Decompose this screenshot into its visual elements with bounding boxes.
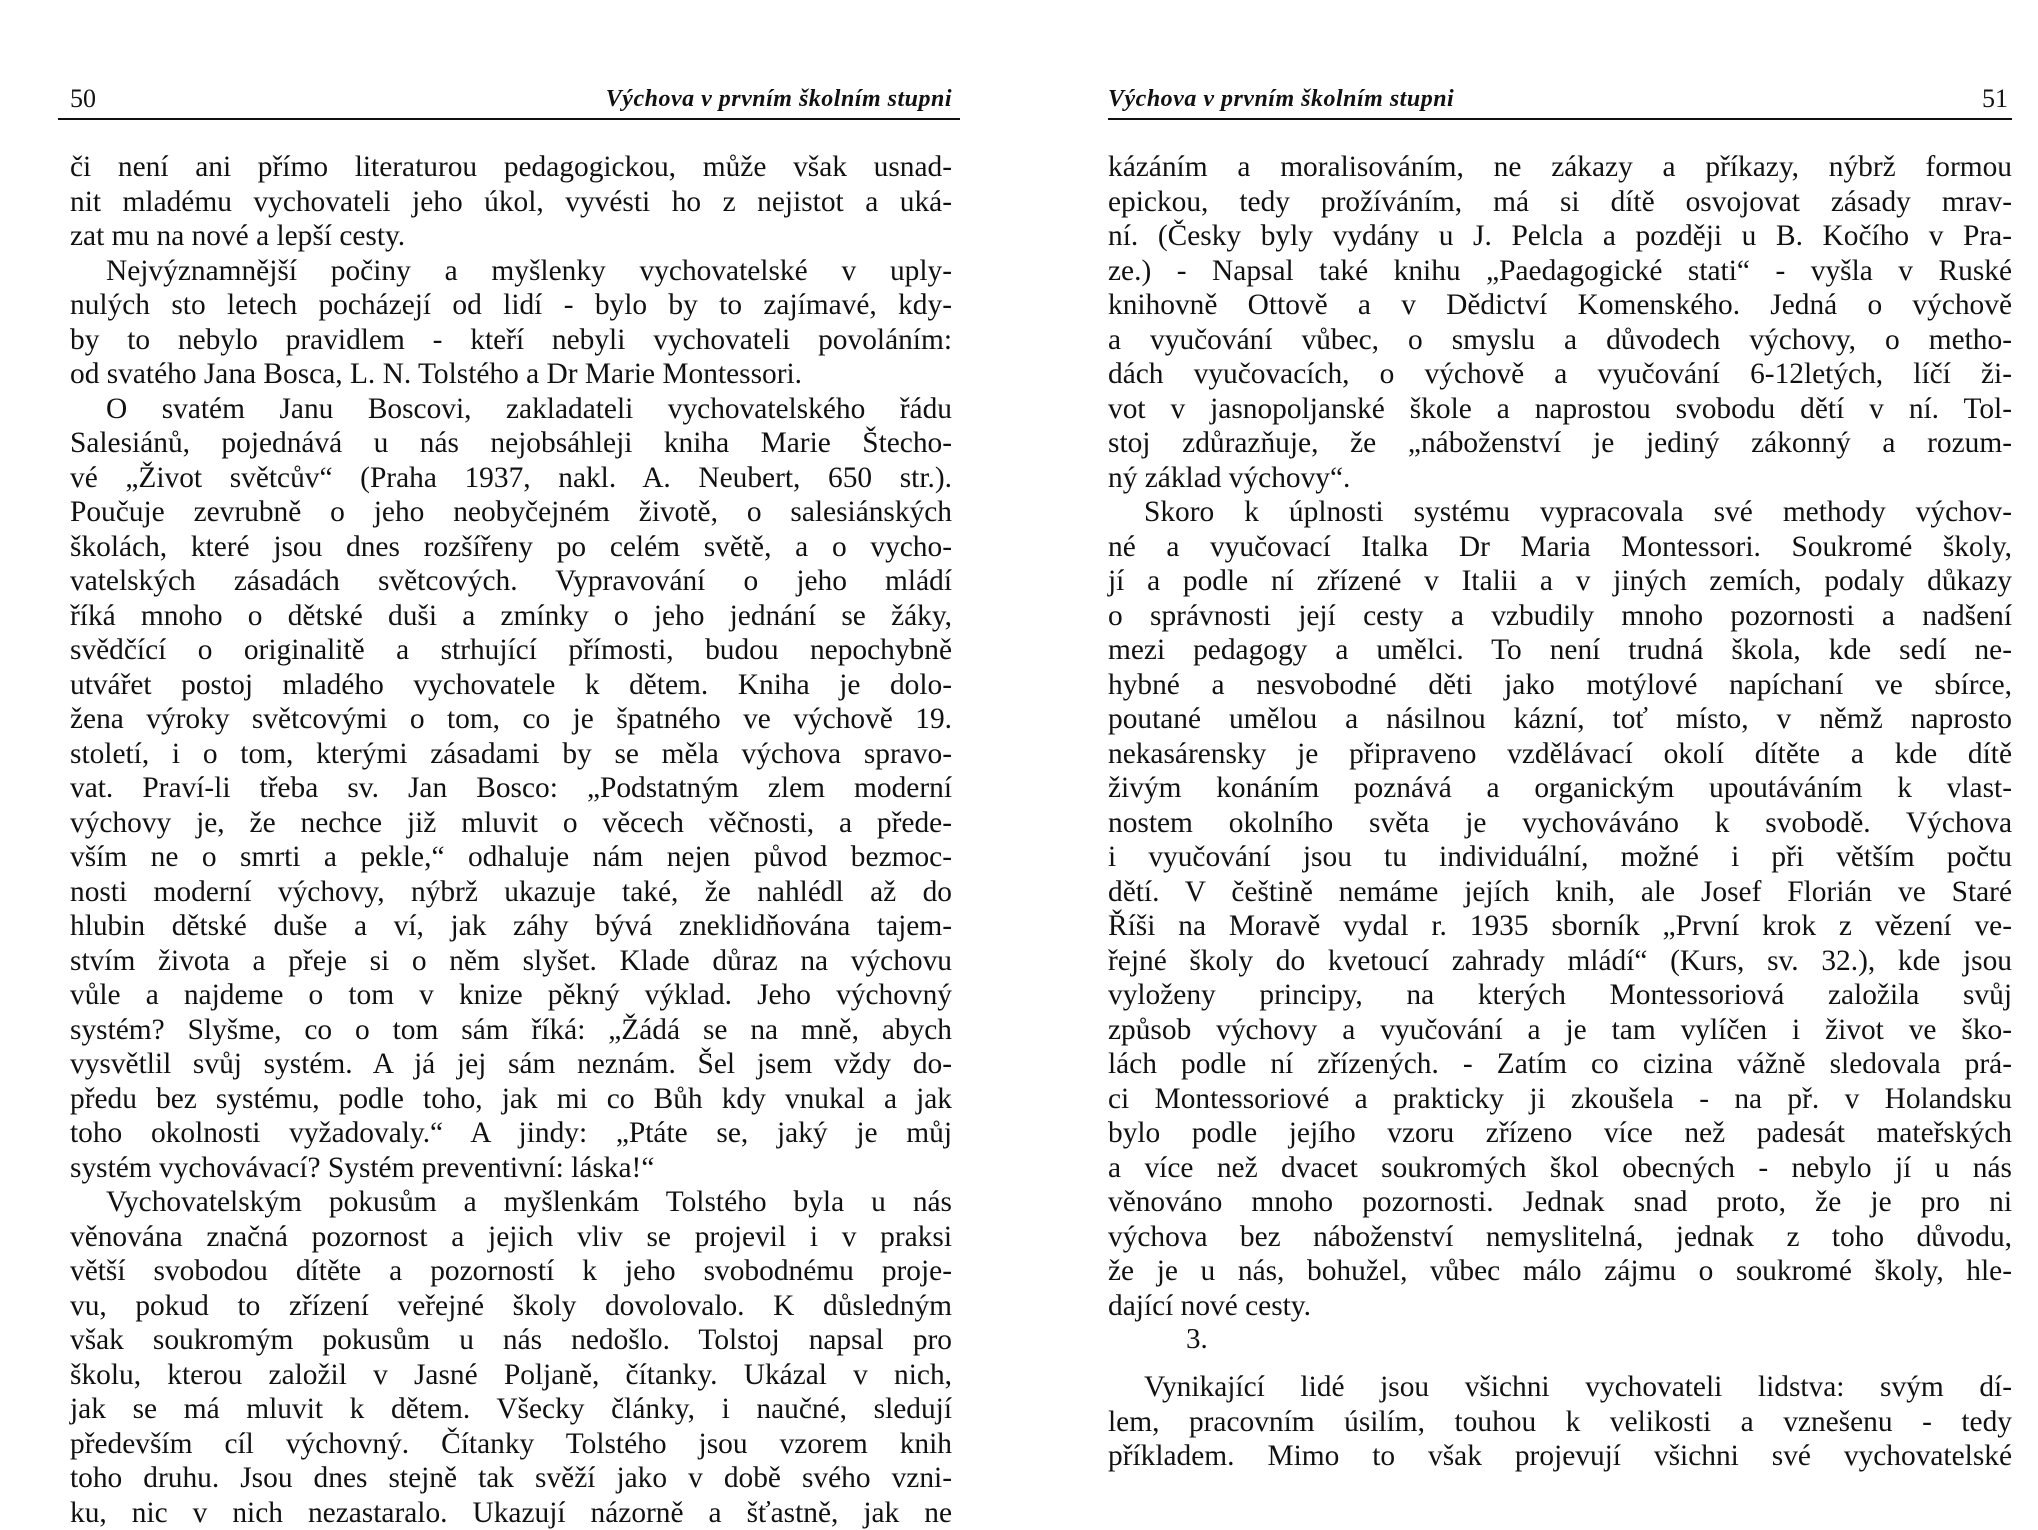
text-line: vot v jasnopoljanské škole a naprostou svobodu dětí v ní. Tol- [1108, 392, 2012, 427]
text-line: o správnosti její cesty a vzbudily mnoho pozornosti a nadšení [1108, 599, 2012, 634]
text-line: dách vyučovacích, o výchově a vyučování 6-12letých, líčí ži- [1108, 357, 2012, 392]
text-line: vu, pokud to zřízení veřejné školy dovolovalo. K důsledným [70, 1289, 952, 1324]
text-line: století, i o tom, kterými zásadami by se měla výchova spravo- [70, 737, 952, 772]
text-line: nostem okolního světa je vychováváno k svobodě. Výchova [1108, 806, 2012, 841]
text-line: knihovně Ottově a v Dědictví Komenského. Jedná o výchově [1108, 288, 2012, 323]
text-line: systém vychovávací? Systém preventivní: láska!“ [70, 1151, 952, 1186]
text-line: epickou, tedy prožíváním, má si dítě osvojovat zásady mrav- [1108, 185, 2012, 220]
text-line: vysvětlil svůj systém. A já jej sám neznám. Šel jsem vždy do- [70, 1047, 952, 1082]
text-line: i vyučování jsou tu individuální, možné i při větším počtu [1108, 840, 2012, 875]
text-line: lách podle ní zřízených. - Zatím co cizina vážně sledovala prá- [1108, 1047, 2012, 1082]
text-line: Říši na Moravě vydal r. 1935 sborník „První krok z vězení ve- [1108, 909, 2012, 944]
text-line: dající nové cesty. [1108, 1289, 2012, 1324]
text-line: bylo podle jejího vzoru zřízeno více než padesát mateřských [1108, 1116, 2012, 1151]
text-line: a více než dvacet soukromých škol obecných - nebylo jí u nás [1108, 1151, 2012, 1186]
text-line: řejné školy do kvetoucí zahrady mládí“ (Kurs, sv. 32.), kde jsou [1108, 944, 2012, 979]
right-running-title: Výchova v prvním školním stupni [1108, 84, 1454, 114]
text-line: předu bez systému, podle toho, jak mi co Bůh kdy vnukal a jak [70, 1082, 952, 1117]
text-line: O svatém Janu Boscovi, zakladateli vychovatelského řádu [70, 392, 952, 427]
text-line: mezi pedagogy a umělci. To není trudná škola, kde sedí ne- [1108, 633, 2012, 668]
text-line: vat. Praví-li třeba sv. Jan Bosco: „Podstatným zlem moderní [70, 771, 952, 806]
text-line: jí a podle ní zřízené v Italii a v jiných zemích, podaly důkazy [1108, 564, 2012, 599]
text-line: zat mu na nové a lepší cesty. [70, 219, 952, 254]
right-running-head [1108, 84, 2012, 120]
text-line: Skoro k úplnosti systému vypracovala své methody výchov- [1108, 495, 2012, 530]
left-page [58, 0, 960, 1500]
text-line: lem, pracovním úsilím, touhou k velikosti a vznešenu - tedy [1108, 1405, 2012, 1440]
text-line: nulých sto letech pocházejí od lidí - bylo by to zajímavé, kdy- [70, 288, 952, 323]
text-line: vé „Život světcův“ (Praha 1937, nakl. A. Neubert, 650 str.). [70, 461, 952, 496]
text-line: větší svobodou dítěte a pozorností k jeho svobodnému proje- [70, 1254, 952, 1289]
text-line: školách, které jsou dnes rozšířeny po celém světě, a o vycho- [70, 530, 952, 565]
text-line: nit mladému vychovateli jeho úkol, vyvésti ho z nejistot a uká- [70, 185, 952, 220]
text-line: výchova bez náboženství nemyslitelná, jednak z toho důvodu, [1108, 1220, 2012, 1255]
left-body-text [70, 150, 952, 1530]
text-line: poutané umělou a násilnou kázní, toť místo, v němž naprosto [1108, 702, 2012, 737]
left-running-head [58, 84, 960, 120]
text-line: vatelských zásadách světcových. Vypravování o jeho mládí [70, 564, 952, 599]
section-number: 3. [1186, 1322, 1208, 1356]
text-line: Vynikající lidé jsou všichni vychovateli lidstva: svým dí- [1108, 1370, 2012, 1405]
text-line: jak se má mluvit k dětem. Všecky články, i naučné, sledují [70, 1392, 952, 1427]
text-line: školu, kterou založil v Jasné Poljaně, čítanky. Ukázal v nich, [70, 1358, 952, 1393]
text-line: systém? Slyšme, co o tom sám říká: „Žádá se na mně, abych [70, 1013, 952, 1048]
left-running-title: Výchova v prvním školním stupni [606, 84, 952, 114]
text-line: říká mnoho o dětské duši a zmínky o jeho jednání se žáky, [70, 599, 952, 634]
text-line: živým konáním poznává a organickým upoutáváním k vlast- [1108, 771, 2012, 806]
text-line: vším ne o smrti a pekle,“ odhaluje nám nejen původ bezmoc- [70, 840, 952, 875]
text-line: výchovy je, že nechce již mluvit o věcech věčnosti, a přede- [70, 806, 952, 841]
text-line: ze.) - Napsal také knihu „Paedagogické stati“ - vyšla v Ruské [1108, 254, 2012, 289]
text-line: ný základ výchovy“. [1108, 461, 2012, 496]
text-line: či není ani přímo literaturou pedagogickou, může však usnad- [70, 150, 952, 185]
text-line: ku, nic v nich nezastaralo. Ukazují názorně a šťastně, jak ne [70, 1496, 952, 1530]
text-line: né a vyučovací Italka Dr Maria Montessori. Soukromé školy, [1108, 530, 2012, 565]
text-line: nekasárensky je připraveno vzdělávací okolí dítěte a kde dítě [1108, 737, 2012, 772]
text-line: Nejvýznamnější počiny a myšlenky vychovatelské v uply- [70, 254, 952, 289]
text-line: nosti moderní výchovy, nýbrž ukazuje také, že nahlédl až do [70, 875, 952, 910]
right-body-text [1108, 150, 2012, 1323]
text-line: stoj zdůrazňuje, že „náboženství je jediný zákonný a rozum- [1108, 426, 2012, 461]
right-page-number: 51 [1982, 84, 2008, 114]
right-page [1108, 0, 2012, 1500]
text-line: toho druhu. Jsou dnes stejně tak svěží jako v době svého vzni- [70, 1461, 952, 1496]
text-line: ci Montessoriové a prakticky ji zkoušela - na př. v Holandsku [1108, 1082, 2012, 1117]
text-line: věnována značná pozornost a jejich vliv se projevil i v praksi [70, 1220, 952, 1255]
text-line: způsob výchovy a vyučování a je tam vylíčen i život ve ško- [1108, 1013, 2012, 1048]
text-line: že je u nás, bohužel, vůbec málo zájmu o soukromé školy, hle- [1108, 1254, 2012, 1289]
text-line: svědčící o originalitě a strhující přímosti, budou nepochybně [70, 633, 952, 668]
text-line: vůle a najdeme o tom v knize pěkný výklad. Jeho výchovný [70, 978, 952, 1013]
left-page-number: 50 [70, 84, 96, 114]
text-line: hybné a nesvobodné děti jako motýlové napíchaní ve sbírce, [1108, 668, 2012, 703]
text-line: stvím života a přeje si o něm slyšet. Klade důraz na výchovu [70, 944, 952, 979]
text-line: ní. (Česky byly vydány u J. Pelcla a později u B. Kočího v Pra- [1108, 219, 2012, 254]
text-line: kázáním a moralisováním, ne zákazy a příkazy, nýbrž formou [1108, 150, 2012, 185]
section-text [1108, 1370, 2012, 1474]
text-line: však soukromým pokusům u nás nedošlo. Tolstoj napsal pro [70, 1323, 952, 1358]
text-line: především cíl výchovný. Čítanky Tolstého jsou vzorem knih [70, 1427, 952, 1462]
text-line: příkladem. Mimo to však projevují všichni své vychovatelské [1108, 1439, 2012, 1474]
text-line: vyloženy principy, na kterých Montessoriová založila svůj [1108, 978, 2012, 1013]
text-line: toho okolnosti vyžadovaly.“ A jindy: „Ptáte se, jaký je můj [70, 1116, 952, 1151]
text-line: Vychovatelským pokusům a myšlenkám Tolstého byla u nás [70, 1185, 952, 1220]
text-line: a vyučování vůbec, o smyslu a důvodech výchovy, o metho- [1108, 323, 2012, 358]
text-line: utvářet postoj mladého vychovatele k dětem. Kniha je dolo- [70, 668, 952, 703]
text-line: žena výroky světcovými o tom, co je špatného ve výchově 19. [70, 702, 952, 737]
text-line: od svatého Jana Bosca, L. N. Tolstého a Dr Marie Montessori. [70, 357, 952, 392]
text-line: Poučuje zevrubně o jeho neobyčejném životě, o salesiánských [70, 495, 952, 530]
text-line: věnováno mnoho pozornosti. Jednak snad proto, že je pro ni [1108, 1185, 2012, 1220]
text-line: hlubin dětské duše a ví, jak záhy bývá zneklidňována tajem- [70, 909, 952, 944]
text-line: dětí. V češtině nemáme jejích knih, ale Josef Florián ve Staré [1108, 875, 2012, 910]
text-line: Salesiánů, pojednává u nás nejobsáhleji kniha Marie Štecho- [70, 426, 952, 461]
text-line: by to nebylo pravidlem - kteří nebyli vychovateli povoláním: [70, 323, 952, 358]
